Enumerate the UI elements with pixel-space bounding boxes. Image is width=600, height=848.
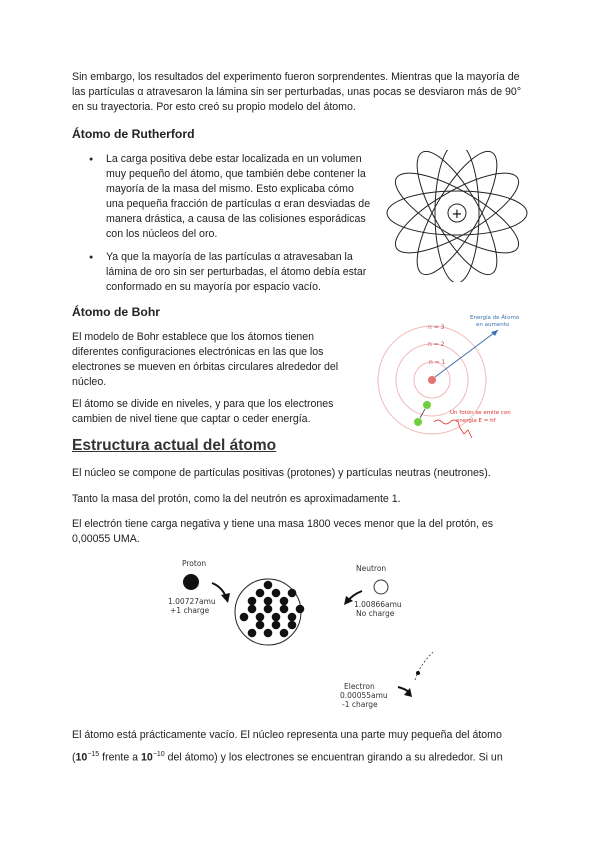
proton-sphere [264, 581, 273, 590]
rutherford-heading: Átomo de Rutherford [72, 127, 195, 141]
proton-title: Proton [182, 559, 207, 568]
open-paren: ( [72, 751, 76, 764]
bohr-nucleus [428, 376, 436, 384]
proton-sphere [248, 605, 257, 614]
estructura-paragraph-2: Tanto la masa del protón, como la del neutrón es aproximadamente 1. [72, 493, 401, 505]
proton-arrow-head [221, 593, 230, 603]
electron-mass: 0.00055amu [340, 691, 388, 700]
power-exp-2: −10 [152, 751, 165, 758]
electron-charge: -1 charge [342, 700, 378, 709]
rutherford-bullets [72, 152, 372, 295]
proton-sphere [248, 629, 257, 638]
level-n2-label: n = 2 [428, 341, 445, 348]
bohr-paragraph-1: El modelo de Bohr establece que los átomos tienen diferentes configuraciones electrónicas en las que los electrones se mueven en órbitas circulares alrededor del núcleo. [72, 331, 339, 388]
rutherford-bullet-1: ● La carga positiva debe estar localizada en un volumen muy pequeño del átomo, que también debe contener la mayoría de la masa del mismo. Esto explicaba cómo una pequeña fracción de partículas α eran desviadas de manera drástica, a causa de las colisiones esporádicas con los núcleos del oro. [72, 152, 372, 242]
intro-paragraph: Sin embargo, los resultados del experimento fueron sorprendentes. Mientras que la mayoría de las partículas α atravesaron la lámina sin ser perturbadas, unas pocas se desviaron más de 90° en su trayectoria. Por esto creó su propio modelo del átomo. [72, 71, 522, 113]
photon-label-1: Un fotón se emite con [450, 410, 511, 416]
level-n1-label: n = 1 [429, 359, 446, 366]
neutron-title: Neutron [356, 564, 387, 573]
estructura-paragraph-3: El electrón tiene carga negativa y tiene una masa 1800 veces menor que la del protón, es 0,00055 UMA. [72, 518, 494, 545]
neutron-mass: 1.00866amu [354, 600, 402, 609]
final-tail: del átomo) y los electrones se encuentran girando a su alrededor. Si un [164, 751, 503, 764]
energy-arrow-label-2: en aumento [476, 322, 510, 328]
photon-label-2: energía E = hf [456, 418, 496, 424]
energy-arrow-head [491, 330, 498, 336]
proton-mass: 1.00727amu [168, 597, 216, 606]
proton-sphere [288, 589, 297, 598]
proton-dot [183, 574, 199, 590]
transition-arrow [420, 409, 425, 418]
proton-charge: +1 charge [170, 606, 210, 615]
proton-sphere [288, 621, 297, 630]
proton-sphere [296, 605, 305, 614]
proton-sphere [256, 621, 265, 630]
proton-sphere [272, 613, 281, 622]
electron-after [414, 418, 422, 426]
proton-sphere [272, 589, 281, 598]
bohr-heading: Átomo de Bohr [72, 305, 161, 319]
proton-sphere [288, 613, 297, 622]
electron-orbit-path [415, 652, 433, 680]
rutherford-atom-diagram [384, 150, 534, 282]
proton-sphere [248, 597, 257, 606]
proton-sphere [256, 589, 265, 598]
power-base-2: 10 [141, 751, 153, 764]
proton-sphere [264, 629, 273, 638]
proton-sphere [272, 621, 281, 630]
proton-sphere [280, 605, 289, 614]
proton-sphere [264, 597, 273, 606]
neutron-dot [374, 580, 388, 594]
nucleus-plus-symbol: + [451, 207, 463, 222]
power-base-1: 10 [75, 751, 88, 764]
electron-dot [416, 671, 420, 675]
proton-sphere [240, 613, 249, 622]
comparison-text: frente a [99, 751, 142, 764]
power-exp-1: −15 [87, 751, 100, 758]
bohr-atom-diagram [372, 310, 532, 442]
estructura-heading: Estructura actual del átomo [72, 437, 277, 454]
energy-arrow-label-1: Energía de Átomo [470, 315, 520, 321]
final-paragraph-line1: El átomo está prácticamente vacío. El núcleo representa una parte muy pequeña del átomo [72, 729, 502, 741]
neutron-charge: No charge [356, 609, 395, 618]
proton-sphere [280, 629, 289, 638]
proton-sphere [264, 605, 273, 614]
level-n3-label: n = 3 [428, 324, 445, 331]
final-paragraph-line2 [72, 747, 528, 766]
electron-title: Electron [344, 682, 375, 691]
proton-sphere [256, 613, 265, 622]
nucleus-ball [235, 579, 304, 645]
proton-sphere [280, 597, 289, 606]
estructura-paragraph-1: El núcleo se compone de partículas positivas (protones) y partículas neutras (neutrones). [72, 467, 491, 479]
atom-structure-figure [150, 555, 450, 717]
electron-before [423, 401, 431, 409]
bohr-paragraph-2: El átomo se divide en niveles, y para que los electrones cambien de nivel tiene que captar o ceder energía. [72, 398, 334, 425]
rutherford-bullet-2: ● Ya que la mayoría de las partículas α atravesaban la lámina de oro sin ser perturbadas, el átomo debía estar conformado en su mayoría por espacio vacío. [72, 250, 372, 295]
